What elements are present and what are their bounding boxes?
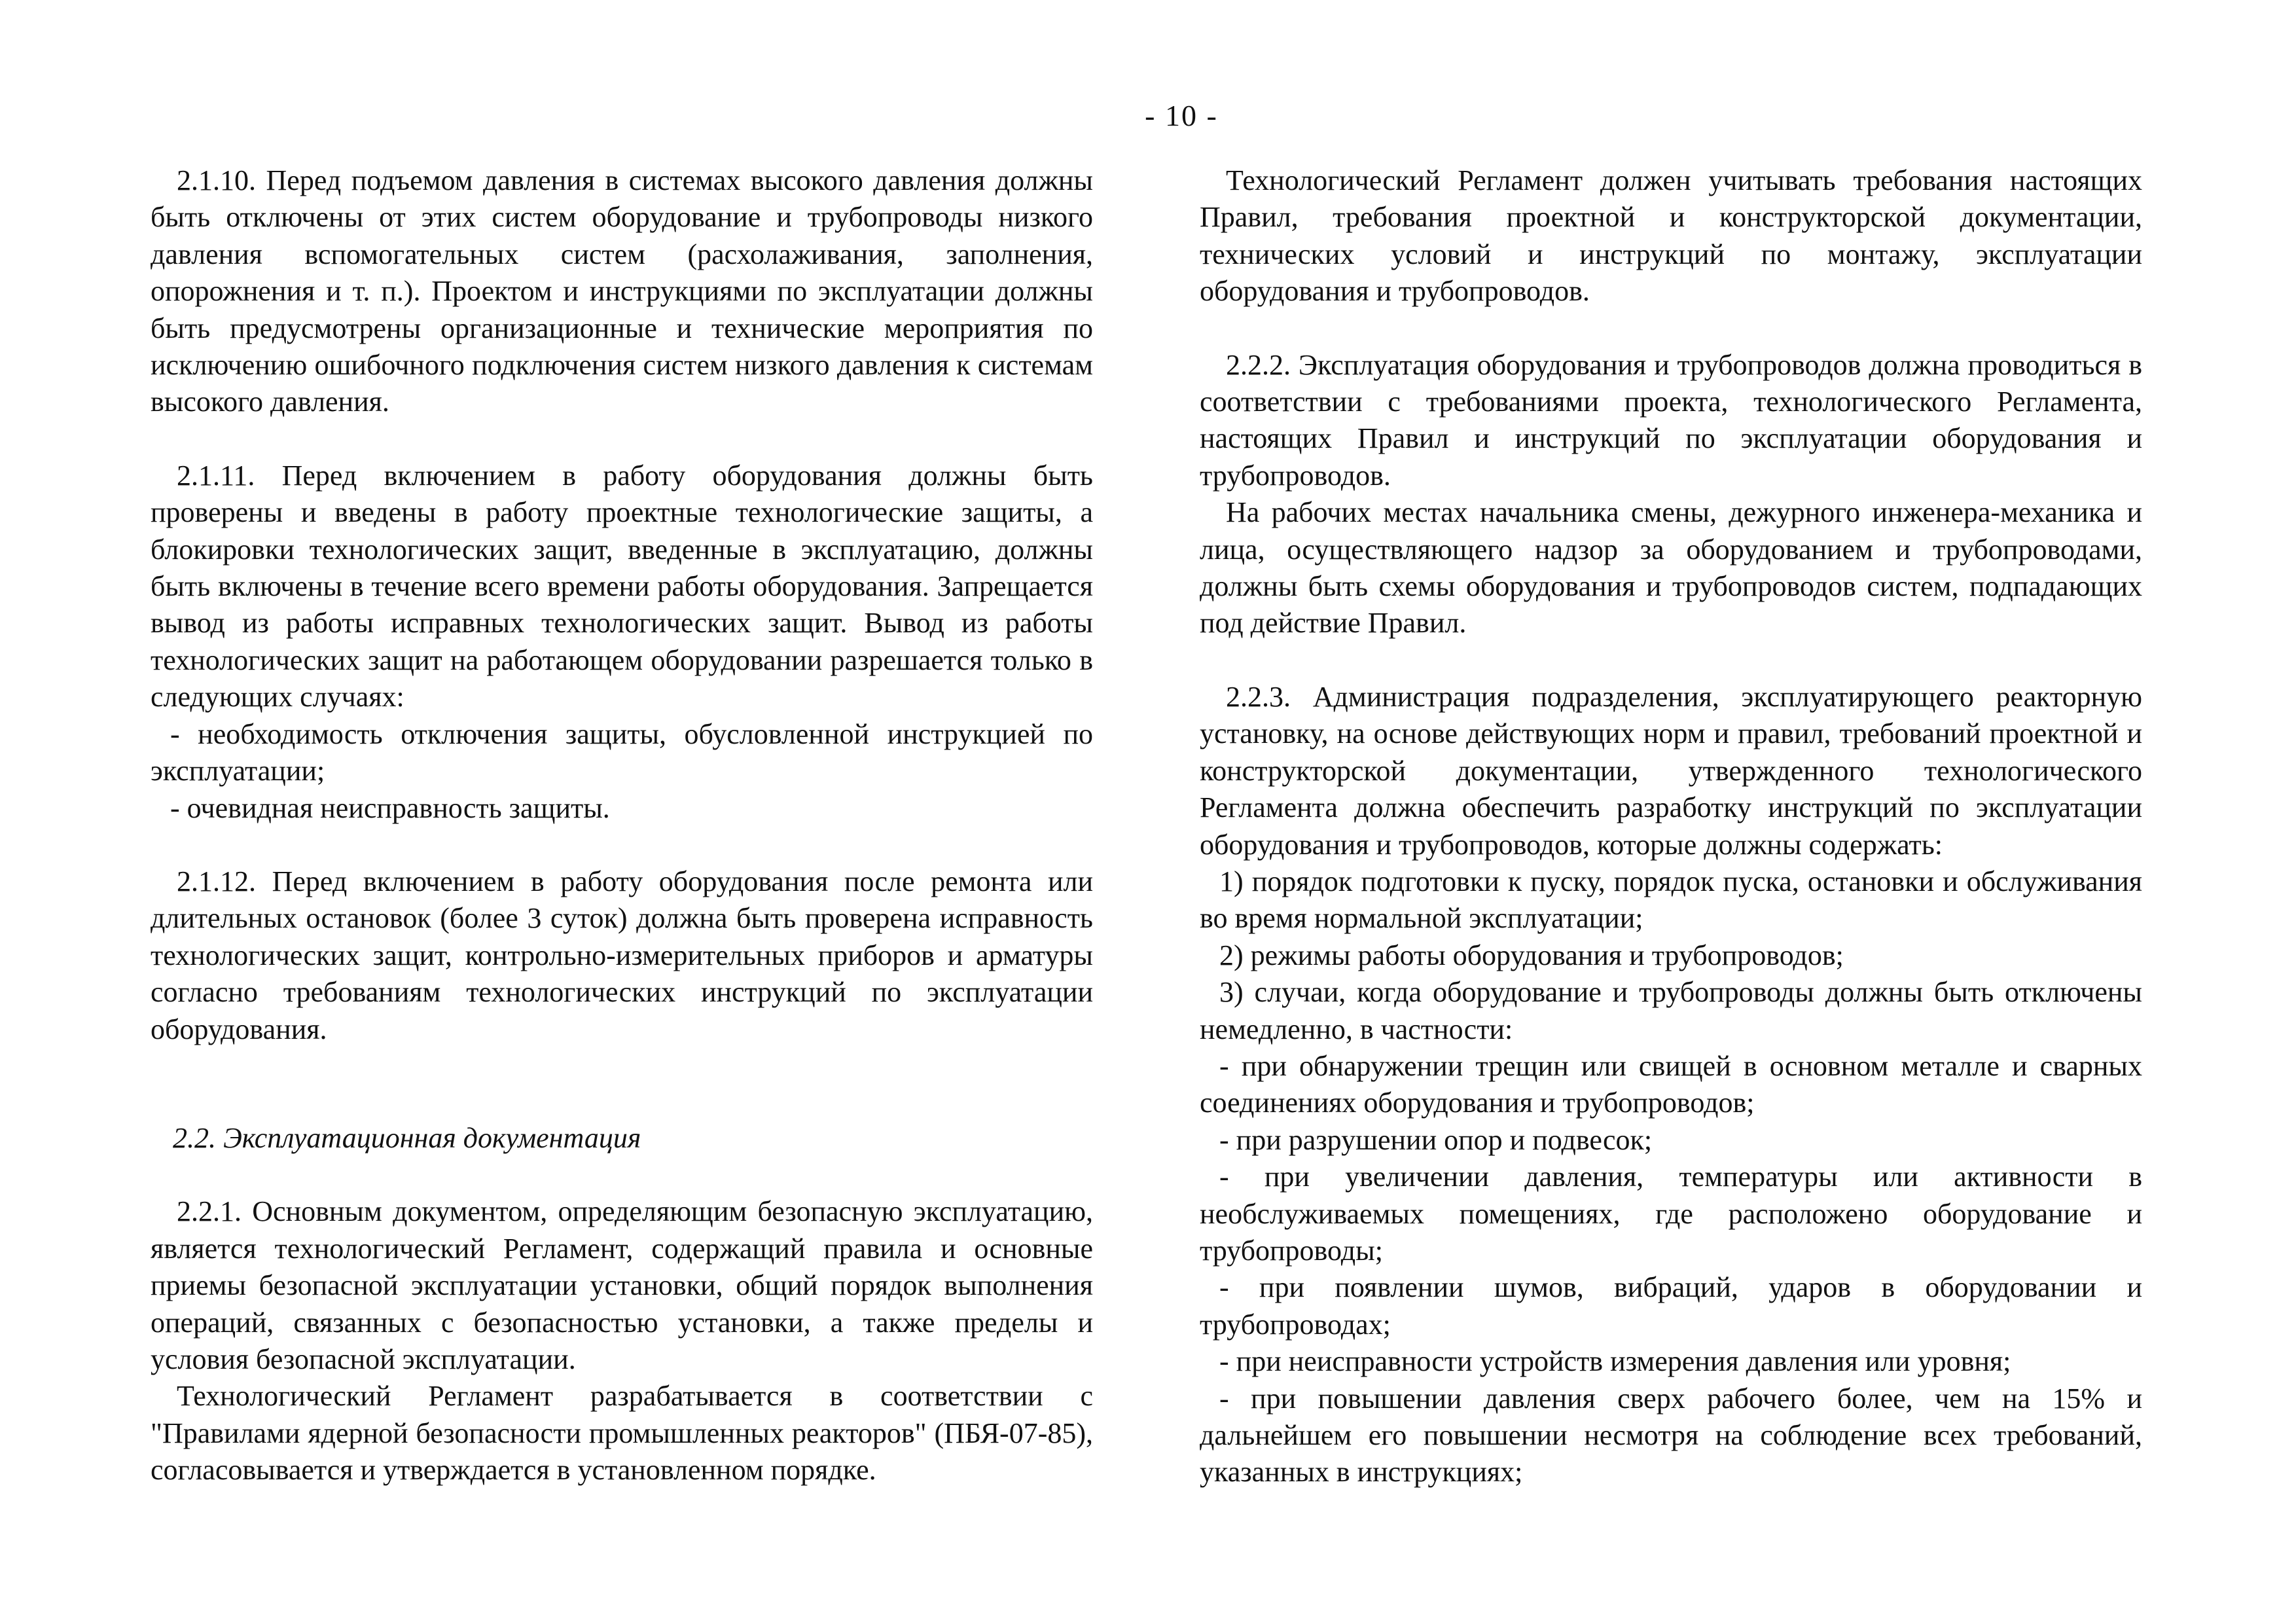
left-column — [151, 162, 1093, 1489]
paragraph-2-1-12: 2.1.12. Перед включением в работу оборудования после ремонта или длительных остановок (более 3 суток) должна быть проверена исправность технологических защит, контрольно-измерительных приборов и арматуры согласно требованиям технологических инструкций по эксплуатации оборудования. — [151, 865, 1093, 1045]
right-column — [1200, 162, 2142, 1491]
paragraph-2-1-11: 2.1.11. Перед включением в работу оборудования должны быть проверены и введены в работу проектные технологические защиты, а блокировки технологических защит, введенные в эксплуатацию, должны быть включены в течение всего времени работы оборудования. Запрещается вывод из работы исправных технологических защит. Вывод из работы технологических защит на работающем оборудовании разрешается только в следующих случаях: — [151, 459, 1093, 713]
paragraph-regulation-requirements: Технологический Регламент должен учитывать требования настоящих Правил, требования проектной и конструкторской документации, технических условий и инструкций по монтажу, эксплуатации оборудования и трубопроводов. — [1200, 164, 2142, 308]
paragraph-2-2-1: 2.2.1. Основным документом, определяющим безопасную эксплуатацию, является технологический Регламент, содержащий правила и основные приемы безопасной эксплуатации установки, общий порядок выполнения операций, связанных с безопасностью установки, а также пределы и условия безопасной эксплуатации. — [151, 1195, 1093, 1375]
list-item: 2) режимы работы оборудования и трубопроводов; — [1219, 939, 1844, 971]
paragraph-2-1-10: 2.1.10. Перед подъемом давления в системах высокого давления должны быть отключены от этих систем оборудование и трубопроводы низкого давления вспомогательных систем (расхолаживания, заполнения, опорожнения и т. п.). Проектом и инструкциями по эксплуатации должны быть предусмотрены организационные и технические мероприятия по исключению ошибочного подключения систем низкого давления к системам высокого давления. — [151, 164, 1093, 418]
paragraph-2-2-2: 2.2.2. Эксплуатация оборудования и трубопроводов должна проводиться в соответствии с требованиями проекта, технологического Регламента, настоящих Правил и инструкций по эксплуатации оборудования и трубопроводов. — [1200, 348, 2142, 492]
list-item: - при разрушении опор и подвесок; — [1219, 1123, 1653, 1156]
page-number: - 10 - — [1145, 99, 1218, 132]
list-item: - при неисправности устройств измерения давления или уровня; — [1219, 1345, 2011, 1378]
list-item: - при появлении шумов, вибраций, ударов в оборудовании и трубопроводах; — [1200, 1271, 2142, 1341]
list-item: - при повышении давления сверх рабочего более, чем на 15% и дальнейшем его повышении несмотря на соблюдение всех требований, указанных в инструкциях; — [1200, 1382, 2142, 1489]
paragraph-2-2-3: 2.2.3. Администрация подразделения, эксплуатирующего реакторную установку, на основе действующих норм и правил, требований проектной и конструкторской документации, утвержденного технологического Регламента должна обеспечить разработку инструкций по эксплуатации оборудования и трубопроводов, которые должны содержать: — [1200, 680, 2142, 861]
list-item: - очевидная неисправность защиты. — [170, 791, 610, 824]
paragraph-2-2-1-continued: Технологический Регламент разрабатывается в соответствии с "Правилами ядерной безопасности промышленных реакторов" (ПБЯ-07-85), согласовывается и утверждается в установленном порядке. — [151, 1380, 1093, 1487]
list-item: - при обнаружении трещин или свищей в основном металле и сварных соединениях оборудования и трубопроводов; — [1200, 1049, 2142, 1119]
list-item: 1) порядок подготовки к пуску, порядок пуска, остановки и обслуживания во время нормальной эксплуатации; — [1200, 865, 2142, 935]
list-item: - при увеличении давления, температуры или активности в необслуживаемых помещениях, где расположено оборудование и трубопроводы; — [1200, 1161, 2142, 1267]
paragraph-workplace-schemes: На рабочих местах начальника смены, дежурного инженера-механика и лица, осуществляющего надзор за оборудованием и трубопроводами, должны быть схемы оборудования и трубопроводов систем, подпадающих под действие Правил. — [1200, 496, 2142, 640]
list-item: 3) случаи, когда оборудование и трубопроводы должны быть отключены немедленно, в частности: — [1200, 976, 2142, 1045]
list-item: - необходимость отключения защиты, обусловленной инструкцией по эксплуатации; — [151, 717, 1093, 787]
section-heading: 2.2. Эксплуатационная документация — [173, 1121, 641, 1154]
